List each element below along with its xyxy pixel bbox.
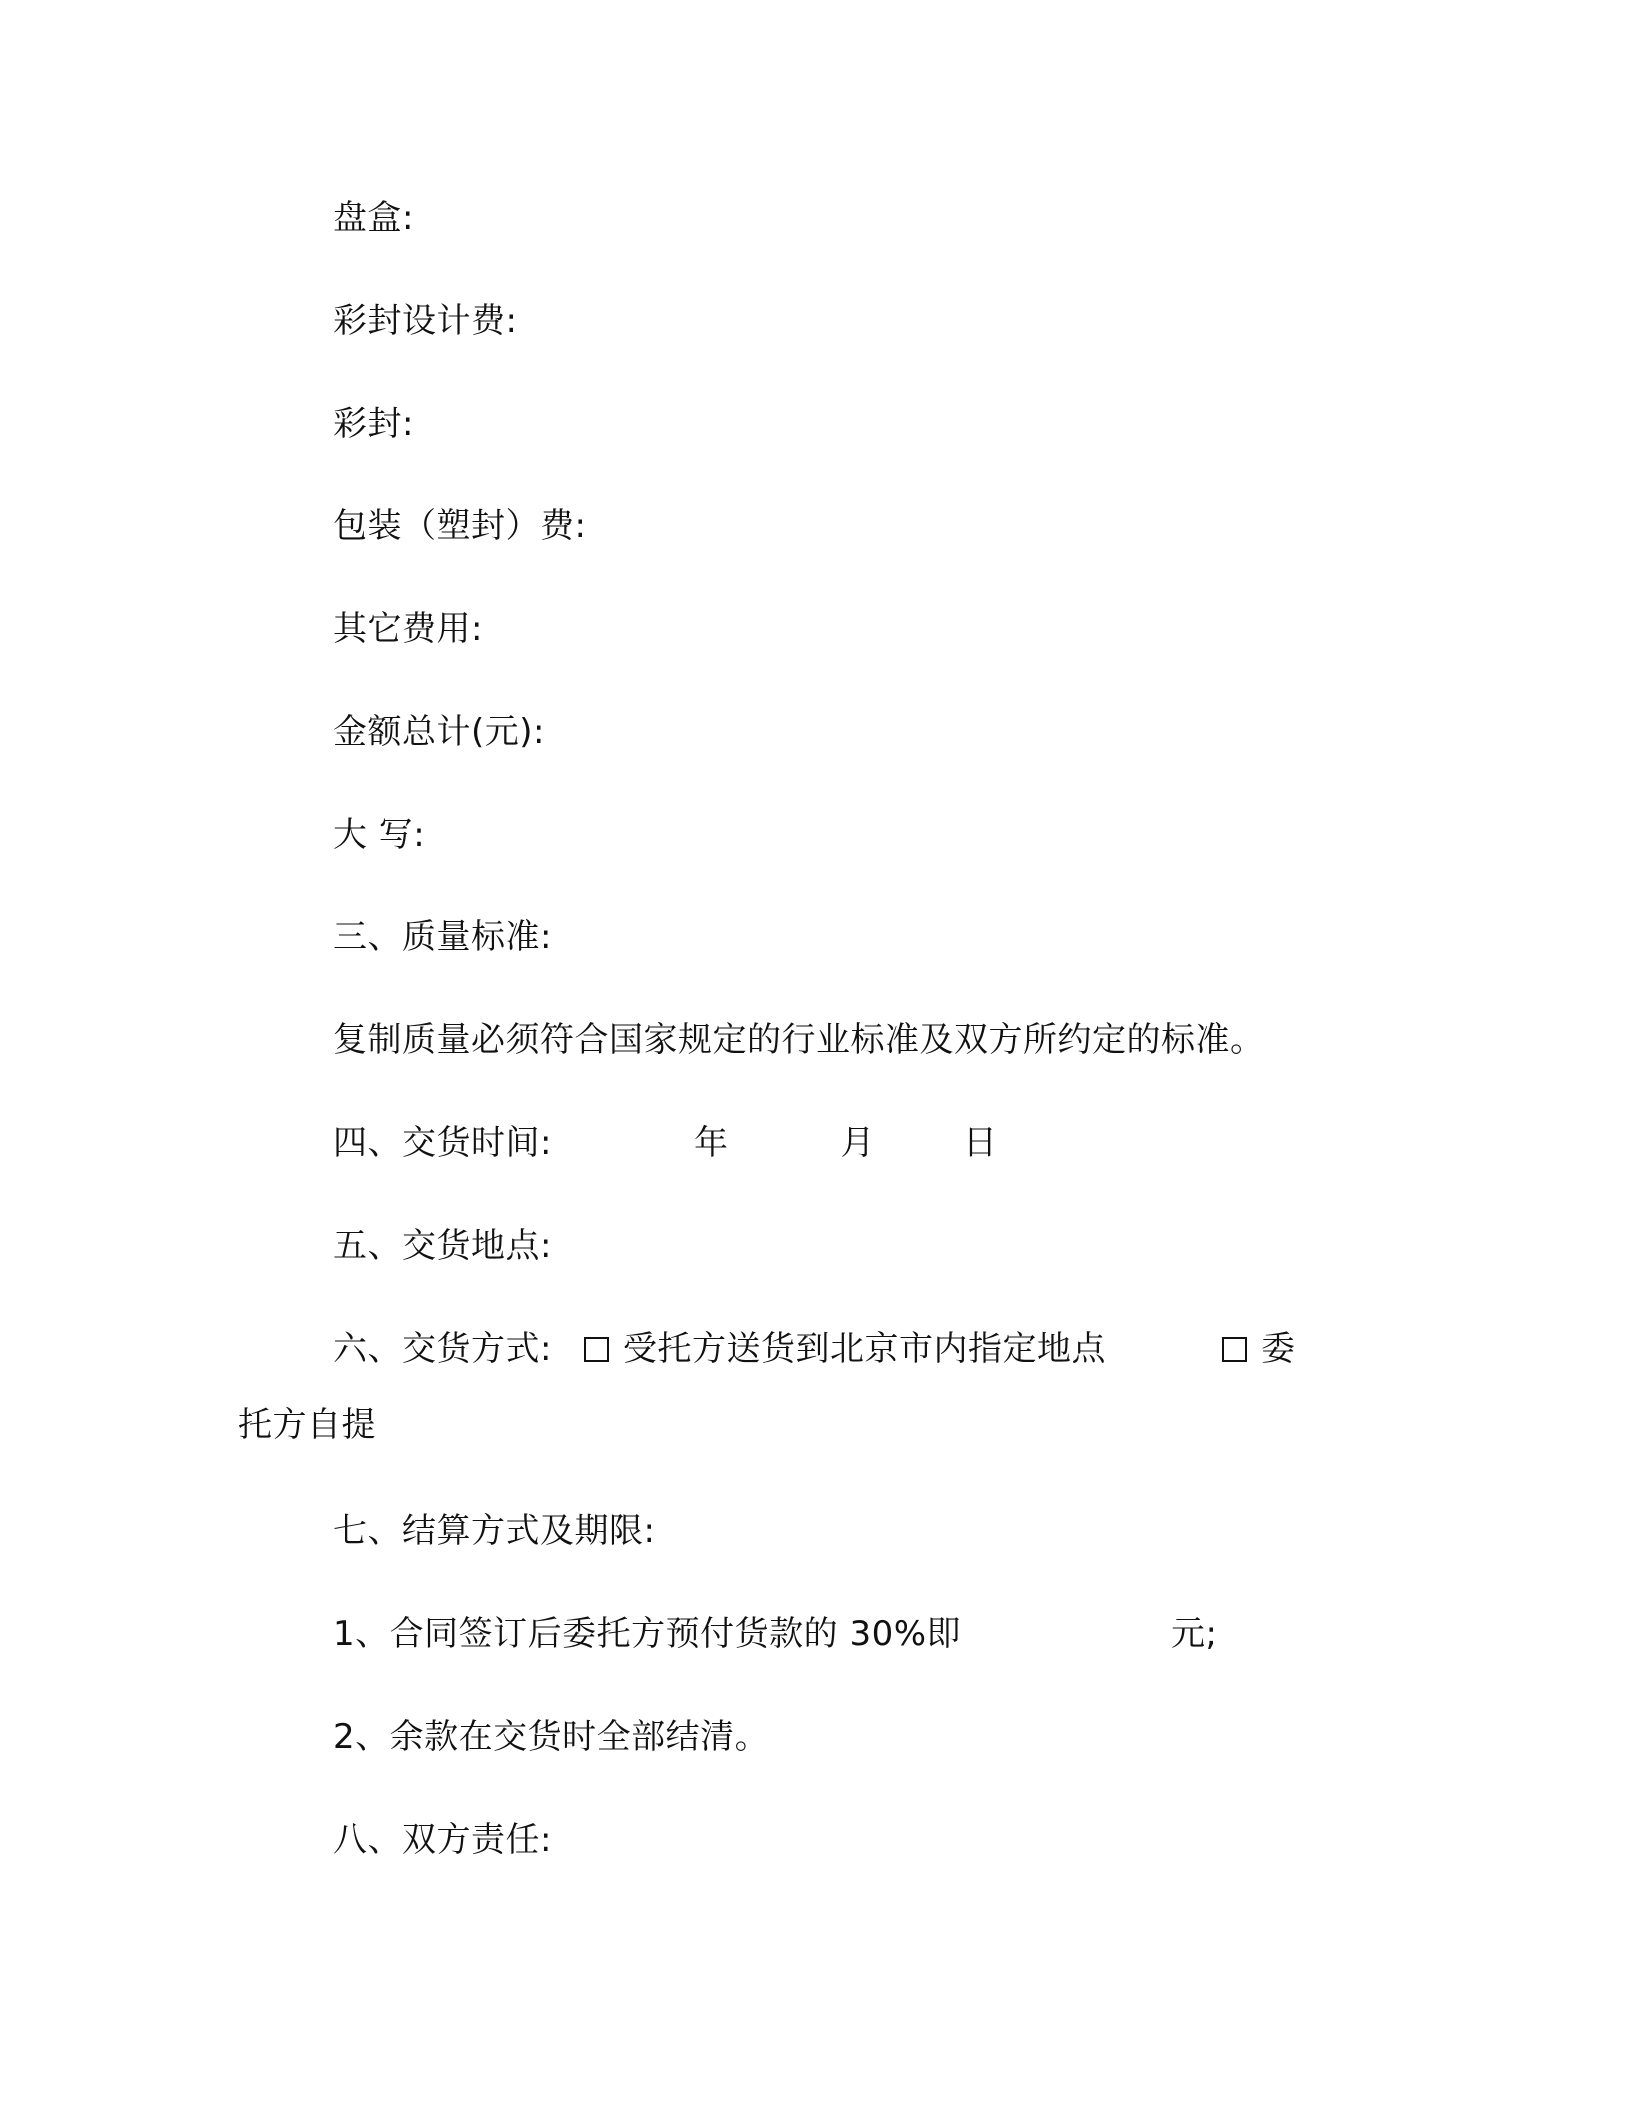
section-7-item-2: 2、余款在交货时全部结清。 xyxy=(333,1717,770,1757)
section-7-item-1 xyxy=(333,1610,1217,1658)
checkbox-delivery-icon[interactable] xyxy=(584,1337,609,1362)
section-6-option-1: 受托方送货到北京市内指定地点 xyxy=(622,1329,1106,1369)
section-4-day: 日 xyxy=(962,1123,998,1163)
line-pan-he: 盘盒: xyxy=(333,198,414,238)
checkbox-self-pickup-icon[interactable] xyxy=(1222,1337,1247,1362)
line-qita-feiyong: 其它费用: xyxy=(333,609,483,649)
line-caifeng: 彩封: xyxy=(333,404,414,444)
section-7-item-1-suffix: 元; xyxy=(1171,1614,1218,1654)
section-6-option-2-part-1: 委 xyxy=(1260,1329,1296,1369)
section-4-title: 四、交货时间: xyxy=(333,1123,552,1163)
section-4-month: 月 xyxy=(840,1123,875,1163)
section-7-title: 七、结算方式及期限: xyxy=(333,1511,656,1551)
section-8-title: 八、双方责任: xyxy=(333,1820,552,1860)
line-caifeng-sheji-fei: 彩封设计费: xyxy=(333,301,518,341)
section-6-option-2-part-2: 托方自提 xyxy=(238,1405,376,1445)
section-3-body: 复制质量必须符合国家规定的行业标准及双方所约定的标准。 xyxy=(333,1020,1265,1060)
section-6-title: 六、交货方式: xyxy=(333,1329,552,1369)
section-4-year: 年 xyxy=(693,1123,729,1163)
section-5-title: 五、交货地点: xyxy=(333,1226,552,1266)
line-jine-zongji: 金额总计(元): xyxy=(333,712,545,752)
section-3-title: 三、质量标准: xyxy=(333,917,552,957)
section-4-line xyxy=(333,1119,997,1167)
line-daxie: 大 写: xyxy=(333,815,426,855)
line-baozhuang-fei: 包装（塑封）费: xyxy=(333,506,587,546)
section-6-line xyxy=(333,1325,1295,1373)
section-7-item-1-prefix: 1、合同签订后委托方预付货款的 30%即 xyxy=(333,1614,962,1654)
